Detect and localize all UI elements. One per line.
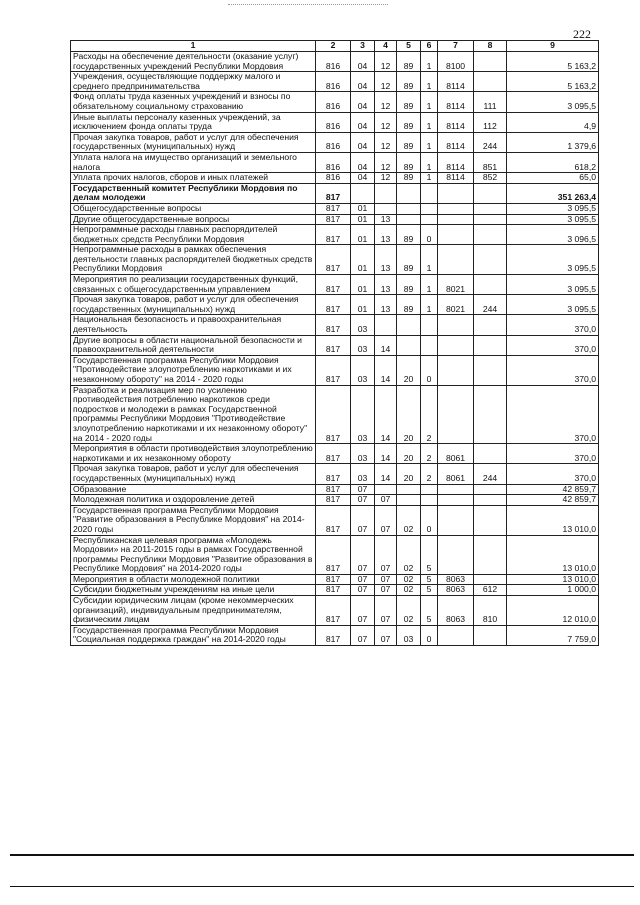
row-code-cell bbox=[397, 335, 421, 355]
row-amount-cell: 370,0 bbox=[507, 335, 599, 355]
row-amount-cell: 3 095,5 bbox=[507, 203, 599, 214]
table-row bbox=[71, 385, 599, 444]
table-row bbox=[71, 574, 599, 585]
row-code-cell: 816 bbox=[316, 152, 351, 172]
col-header: 7 bbox=[438, 41, 474, 52]
row-code-cell: 817 bbox=[316, 585, 351, 596]
row-code-cell bbox=[474, 214, 507, 225]
row-amount-cell: 4,9 bbox=[507, 112, 599, 132]
row-code-cell: 0 bbox=[421, 225, 438, 245]
row-amount-cell: 3 095,5 bbox=[507, 295, 599, 315]
row-code-cell: 817 bbox=[316, 596, 351, 626]
row-name-cell: Учреждения, осуществляющие поддержку малого и среднего предпринимательства bbox=[71, 72, 316, 92]
row-code-cell: 817 bbox=[316, 203, 351, 214]
row-name-cell: Прочая закупка товаров, работ и услуг для обеспечения государственных (муниципальных) нужд bbox=[71, 295, 316, 315]
table-row bbox=[71, 225, 599, 245]
row-code-cell: 07 bbox=[351, 596, 375, 626]
row-amount-cell: 351 263,4 bbox=[507, 183, 599, 203]
row-code-cell: 02 bbox=[397, 596, 421, 626]
row-code-cell: 851 bbox=[474, 152, 507, 172]
row-code-cell: 0 bbox=[421, 505, 438, 535]
row-code-cell: 07 bbox=[375, 574, 397, 585]
row-code-cell: 1 bbox=[421, 132, 438, 152]
row-code-cell bbox=[474, 625, 507, 645]
row-code-cell: 89 bbox=[397, 92, 421, 112]
row-code-cell: 817 bbox=[316, 385, 351, 444]
row-code-cell bbox=[438, 245, 474, 275]
row-code-cell bbox=[397, 495, 421, 506]
row-code-cell: 04 bbox=[351, 132, 375, 152]
row-name-cell: Непрограммные расходы главных распорядителей бюджетных средств Республики Мордовия bbox=[71, 225, 316, 245]
col-header: 5 bbox=[397, 41, 421, 52]
row-code-cell: 817 bbox=[316, 245, 351, 275]
row-amount-cell: 370,0 bbox=[507, 355, 599, 385]
row-code-cell: 816 bbox=[316, 52, 351, 72]
row-code-cell: 817 bbox=[316, 315, 351, 335]
row-code-cell bbox=[397, 484, 421, 495]
row-amount-cell: 13 010,0 bbox=[507, 505, 599, 535]
row-code-cell: 817 bbox=[316, 464, 351, 484]
row-code-cell: 8021 bbox=[438, 295, 474, 315]
row-code-cell: 07 bbox=[351, 484, 375, 495]
row-code-cell: 0 bbox=[421, 625, 438, 645]
row-code-cell bbox=[474, 535, 507, 574]
row-code-cell: 817 bbox=[316, 574, 351, 585]
row-code-cell bbox=[438, 484, 474, 495]
table-row bbox=[71, 444, 599, 464]
row-code-cell: 244 bbox=[474, 132, 507, 152]
row-name-cell: Мероприятия в области противодействия злоупотреблению наркотиками и их незаконному обороту bbox=[71, 444, 316, 464]
table-row bbox=[71, 625, 599, 645]
row-amount-cell: 3 095,5 bbox=[507, 92, 599, 112]
row-name-cell: Уплата налога на имущество организаций и земельного налога bbox=[71, 152, 316, 172]
row-code-cell: 8063 bbox=[438, 596, 474, 626]
row-code-cell bbox=[438, 225, 474, 245]
header-row bbox=[71, 41, 599, 52]
row-amount-cell: 42 859,7 bbox=[507, 495, 599, 506]
table-row bbox=[71, 295, 599, 315]
row-code-cell bbox=[438, 355, 474, 385]
row-code-cell: 1 bbox=[421, 92, 438, 112]
table-row bbox=[71, 535, 599, 574]
table-row bbox=[71, 505, 599, 535]
row-code-cell: 89 bbox=[397, 112, 421, 132]
table-row bbox=[71, 52, 599, 72]
row-amount-cell: 5 163,2 bbox=[507, 52, 599, 72]
col-header: 1 bbox=[71, 41, 316, 52]
row-code-cell: 14 bbox=[375, 335, 397, 355]
row-code-cell: 14 bbox=[375, 444, 397, 464]
row-name-cell: Молодежная политика и оздоровление детей bbox=[71, 495, 316, 506]
col-header: 6 bbox=[421, 41, 438, 52]
row-amount-cell: 618,2 bbox=[507, 152, 599, 172]
row-code-cell: 817 bbox=[316, 495, 351, 506]
table-row bbox=[71, 275, 599, 295]
scan-artifact-dots bbox=[228, 4, 388, 5]
row-code-cell: 8061 bbox=[438, 444, 474, 464]
table-row bbox=[71, 152, 599, 172]
row-code-cell: 12 bbox=[375, 52, 397, 72]
row-code-cell: 02 bbox=[397, 505, 421, 535]
table-row bbox=[71, 355, 599, 385]
row-code-cell: 07 bbox=[375, 535, 397, 574]
row-code-cell: 02 bbox=[397, 585, 421, 596]
row-code-cell: 89 bbox=[397, 295, 421, 315]
row-code-cell bbox=[474, 183, 507, 203]
table-row bbox=[71, 214, 599, 225]
table-row bbox=[71, 495, 599, 506]
row-code-cell bbox=[438, 535, 474, 574]
row-code-cell: 03 bbox=[351, 355, 375, 385]
row-amount-cell: 370,0 bbox=[507, 464, 599, 484]
table-row bbox=[71, 112, 599, 132]
row-name-cell: Государственный комитет Республики Мордовия по делам молодежи bbox=[71, 183, 316, 203]
row-code-cell: 12 bbox=[375, 152, 397, 172]
row-code-cell bbox=[474, 245, 507, 275]
budget-table bbox=[70, 40, 599, 646]
row-code-cell: 07 bbox=[375, 505, 397, 535]
row-code-cell: 8100 bbox=[438, 52, 474, 72]
row-code-cell: 04 bbox=[351, 112, 375, 132]
row-code-cell: 2 bbox=[421, 385, 438, 444]
row-code-cell bbox=[474, 335, 507, 355]
row-code-cell bbox=[474, 495, 507, 506]
row-code-cell: 89 bbox=[397, 132, 421, 152]
row-code-cell bbox=[421, 315, 438, 335]
row-code-cell: 01 bbox=[351, 203, 375, 214]
row-code-cell bbox=[474, 203, 507, 214]
row-code-cell bbox=[438, 203, 474, 214]
row-amount-cell: 65,0 bbox=[507, 173, 599, 184]
row-amount-cell: 370,0 bbox=[507, 444, 599, 464]
row-code-cell bbox=[421, 214, 438, 225]
row-code-cell: 07 bbox=[375, 495, 397, 506]
row-code-cell: 89 bbox=[397, 245, 421, 275]
row-code-cell bbox=[438, 183, 474, 203]
row-code-cell: 12 bbox=[375, 112, 397, 132]
row-amount-cell: 12 010,0 bbox=[507, 596, 599, 626]
row-code-cell bbox=[397, 315, 421, 335]
row-code-cell: 1 bbox=[421, 295, 438, 315]
row-code-cell: 244 bbox=[474, 295, 507, 315]
row-code-cell: 12 bbox=[375, 132, 397, 152]
row-code-cell: 12 bbox=[375, 92, 397, 112]
row-code-cell bbox=[474, 72, 507, 92]
row-code-cell: 2 bbox=[421, 444, 438, 464]
row-code-cell: 14 bbox=[375, 464, 397, 484]
row-code-cell bbox=[438, 495, 474, 506]
row-code-cell: 817 bbox=[316, 214, 351, 225]
row-code-cell: 817 bbox=[316, 295, 351, 315]
row-code-cell bbox=[375, 315, 397, 335]
row-code-cell: 04 bbox=[351, 72, 375, 92]
row-amount-cell: 13 010,0 bbox=[507, 574, 599, 585]
row-name-cell: Прочая закупка товаров, работ и услуг для обеспечения государственных (муниципальных) нужд bbox=[71, 464, 316, 484]
row-code-cell: 03 bbox=[351, 464, 375, 484]
row-code-cell: 89 bbox=[397, 72, 421, 92]
table-row bbox=[71, 203, 599, 214]
row-code-cell: 0 bbox=[421, 355, 438, 385]
row-code-cell: 01 bbox=[351, 225, 375, 245]
row-code-cell: 13 bbox=[375, 245, 397, 275]
row-code-cell: 1 bbox=[421, 112, 438, 132]
row-name-cell: Разработка и реализация мер по усилению противодействия потреблению наркотиков среди подростков и молодежи в рамках Государственной программы Республики Мордовия "Противодействие злоупотреблению наркотиками и их незаконному обороту" на 2014 - 2020 годы bbox=[71, 385, 316, 444]
row-code-cell: 1 bbox=[421, 152, 438, 172]
row-code-cell: 07 bbox=[351, 585, 375, 596]
row-name-cell: Мероприятия в области молодежной политики bbox=[71, 574, 316, 585]
row-code-cell: 20 bbox=[397, 464, 421, 484]
row-code-cell: 816 bbox=[316, 173, 351, 184]
col-header: 2 bbox=[316, 41, 351, 52]
row-code-cell: 03 bbox=[397, 625, 421, 645]
table-row bbox=[71, 183, 599, 203]
row-code-cell: 14 bbox=[375, 355, 397, 385]
row-code-cell: 5 bbox=[421, 585, 438, 596]
row-code-cell bbox=[474, 444, 507, 464]
row-amount-cell: 1 000,0 bbox=[507, 585, 599, 596]
row-amount-cell: 3 095,5 bbox=[507, 245, 599, 275]
table-row bbox=[71, 245, 599, 275]
table-row bbox=[71, 315, 599, 335]
row-code-cell: 8063 bbox=[438, 585, 474, 596]
table-row bbox=[71, 173, 599, 184]
row-code-cell: 1 bbox=[421, 245, 438, 275]
row-code-cell bbox=[421, 335, 438, 355]
row-code-cell: 816 bbox=[316, 72, 351, 92]
row-code-cell: 8114 bbox=[438, 152, 474, 172]
row-name-cell: Национальная безопасность и правоохранительная деятельность bbox=[71, 315, 316, 335]
row-code-cell bbox=[474, 385, 507, 444]
row-code-cell: 89 bbox=[397, 173, 421, 184]
row-code-cell: 817 bbox=[316, 484, 351, 495]
row-code-cell: 852 bbox=[474, 173, 507, 184]
row-code-cell: 1 bbox=[421, 52, 438, 72]
row-name-cell: Мероприятия по реализации государственных функций, связанных с общегосударственным управлением bbox=[71, 275, 316, 295]
row-code-cell: 1 bbox=[421, 72, 438, 92]
row-code-cell: 5 bbox=[421, 596, 438, 626]
row-name-cell: Республиканская целевая программа «Молодежь Мордовии» на 2011-2015 годы в рамках Государственной программы Республики Мордовия "Развитие образования в Республике Мордовия" на 2014-2020 годы bbox=[71, 535, 316, 574]
row-code-cell: 13 bbox=[375, 214, 397, 225]
col-header: 4 bbox=[375, 41, 397, 52]
row-code-cell bbox=[421, 484, 438, 495]
row-code-cell: 12 bbox=[375, 72, 397, 92]
row-code-cell: 817 bbox=[316, 444, 351, 464]
row-code-cell bbox=[438, 625, 474, 645]
row-code-cell: 5 bbox=[421, 535, 438, 574]
row-code-cell: 8114 bbox=[438, 112, 474, 132]
row-code-cell: 817 bbox=[316, 625, 351, 645]
row-code-cell: 112 bbox=[474, 112, 507, 132]
row-code-cell: 817 bbox=[316, 505, 351, 535]
row-code-cell: 13 bbox=[375, 225, 397, 245]
table-row bbox=[71, 132, 599, 152]
row-code-cell bbox=[375, 183, 397, 203]
row-amount-cell: 3 096,5 bbox=[507, 225, 599, 245]
row-amount-cell: 7 759,0 bbox=[507, 625, 599, 645]
bottom-rule-2 bbox=[10, 886, 634, 887]
row-code-cell: 2 bbox=[421, 464, 438, 484]
row-code-cell: 02 bbox=[397, 535, 421, 574]
row-amount-cell: 1 379,6 bbox=[507, 132, 599, 152]
row-code-cell: 817 bbox=[316, 335, 351, 355]
row-code-cell: 5 bbox=[421, 574, 438, 585]
row-code-cell: 8021 bbox=[438, 275, 474, 295]
row-name-cell: Государственная программа Республики Мордовия "Социальная поддержка граждан" на 2014-2020 годы bbox=[71, 625, 316, 645]
row-code-cell: 817 bbox=[316, 535, 351, 574]
row-code-cell bbox=[474, 275, 507, 295]
row-code-cell: 111 bbox=[474, 92, 507, 112]
row-code-cell: 816 bbox=[316, 132, 351, 152]
row-code-cell: 817 bbox=[316, 275, 351, 295]
row-code-cell: 01 bbox=[351, 275, 375, 295]
row-code-cell: 07 bbox=[351, 495, 375, 506]
row-code-cell: 03 bbox=[351, 444, 375, 464]
row-code-cell: 817 bbox=[316, 225, 351, 245]
table-row bbox=[71, 585, 599, 596]
row-code-cell bbox=[438, 335, 474, 355]
row-code-cell: 14 bbox=[375, 385, 397, 444]
row-code-cell bbox=[421, 183, 438, 203]
row-code-cell: 816 bbox=[316, 112, 351, 132]
table-row bbox=[71, 464, 599, 484]
row-amount-cell: 370,0 bbox=[507, 315, 599, 335]
row-code-cell: 13 bbox=[375, 295, 397, 315]
row-code-cell: 89 bbox=[397, 275, 421, 295]
row-name-cell: Государственная программа Республики Мордовия "Развитие образования в Республике Мордовия" на 2014-2020 годы bbox=[71, 505, 316, 535]
row-code-cell: 817 bbox=[316, 355, 351, 385]
row-name-cell: Образование bbox=[71, 484, 316, 495]
row-code-cell bbox=[474, 505, 507, 535]
row-code-cell: 8063 bbox=[438, 574, 474, 585]
table-row bbox=[71, 72, 599, 92]
row-code-cell bbox=[438, 385, 474, 444]
row-name-cell: Другие вопросы в области национальной безопасности и правоохранительной деятельности bbox=[71, 335, 316, 355]
row-amount-cell: 13 010,0 bbox=[507, 535, 599, 574]
row-code-cell: 1 bbox=[421, 173, 438, 184]
row-code-cell: 01 bbox=[351, 214, 375, 225]
row-code-cell: 02 bbox=[397, 574, 421, 585]
table-row bbox=[71, 335, 599, 355]
row-name-cell: Общегосударственные вопросы bbox=[71, 203, 316, 214]
row-code-cell: 20 bbox=[397, 385, 421, 444]
row-code-cell bbox=[397, 203, 421, 214]
row-code-cell: 244 bbox=[474, 464, 507, 484]
row-code-cell: 13 bbox=[375, 275, 397, 295]
row-code-cell: 817 bbox=[316, 183, 351, 203]
row-code-cell bbox=[421, 203, 438, 214]
row-code-cell: 612 bbox=[474, 585, 507, 596]
row-amount-cell: 5 163,2 bbox=[507, 72, 599, 92]
row-code-cell bbox=[438, 315, 474, 335]
row-code-cell: 810 bbox=[474, 596, 507, 626]
row-name-cell: Субсидии юридическим лицам (кроме некоммерческих организаций), индивидуальным предпринимателям, физическим лицам bbox=[71, 596, 316, 626]
row-code-cell: 89 bbox=[397, 152, 421, 172]
row-code-cell bbox=[351, 183, 375, 203]
row-code-cell bbox=[438, 505, 474, 535]
row-name-cell: Государственная программа Республики Мордовия "Противодействие злоупотреблению наркотиками и их незаконному обороту" на 2014 - 2020 годы bbox=[71, 355, 316, 385]
bottom-rule bbox=[10, 854, 634, 856]
row-name-cell: Непрограммные расходы в рамках обеспечения деятельности главных распорядителей бюджетных средств Республики Мордовия bbox=[71, 245, 316, 275]
row-code-cell: 04 bbox=[351, 92, 375, 112]
row-code-cell bbox=[474, 574, 507, 585]
row-name-cell: Другие общегосударственные вопросы bbox=[71, 214, 316, 225]
row-code-cell bbox=[474, 355, 507, 385]
row-code-cell bbox=[474, 225, 507, 245]
table-row bbox=[71, 596, 599, 626]
row-code-cell: 89 bbox=[397, 52, 421, 72]
table-body bbox=[71, 52, 599, 646]
row-code-cell: 04 bbox=[351, 173, 375, 184]
row-code-cell: 01 bbox=[351, 295, 375, 315]
row-code-cell: 01 bbox=[351, 245, 375, 275]
row-amount-cell: 3 095,5 bbox=[507, 275, 599, 295]
row-name-cell: Фонд оплаты труда казенных учреждений и взносы по обязательному социальному страхованию bbox=[71, 92, 316, 112]
row-code-cell: 1 bbox=[421, 275, 438, 295]
row-code-cell: 07 bbox=[351, 625, 375, 645]
row-code-cell bbox=[375, 203, 397, 214]
row-amount-cell: 42 859,7 bbox=[507, 484, 599, 495]
row-name-cell: Прочая закупка товаров, работ и услуг для обеспечения государственных (муниципальных) нужд bbox=[71, 132, 316, 152]
row-code-cell: 8061 bbox=[438, 464, 474, 484]
row-name-cell: Расходы на обеспечение деятельности (оказание услуг) государственных учреждений Республики Мордовия bbox=[71, 52, 316, 72]
row-code-cell bbox=[474, 315, 507, 335]
row-code-cell bbox=[474, 52, 507, 72]
row-amount-cell: 3 095,5 bbox=[507, 214, 599, 225]
row-code-cell: 07 bbox=[351, 505, 375, 535]
row-code-cell: 8114 bbox=[438, 72, 474, 92]
row-code-cell: 8114 bbox=[438, 92, 474, 112]
table-row bbox=[71, 484, 599, 495]
col-header: 9 bbox=[507, 41, 599, 52]
row-code-cell bbox=[375, 484, 397, 495]
row-code-cell bbox=[438, 214, 474, 225]
col-header: 8 bbox=[474, 41, 507, 52]
row-name-cell: Субсидии бюджетным учреждениям на иные цели bbox=[71, 585, 316, 596]
row-code-cell: 816 bbox=[316, 92, 351, 112]
row-amount-cell: 370,0 bbox=[507, 385, 599, 444]
row-code-cell: 07 bbox=[351, 574, 375, 585]
row-code-cell: 04 bbox=[351, 52, 375, 72]
row-code-cell: 8114 bbox=[438, 132, 474, 152]
col-header: 3 bbox=[351, 41, 375, 52]
row-code-cell bbox=[397, 183, 421, 203]
row-code-cell: 04 bbox=[351, 152, 375, 172]
row-code-cell: 89 bbox=[397, 225, 421, 245]
row-code-cell: 03 bbox=[351, 385, 375, 444]
row-code-cell: 20 bbox=[397, 444, 421, 464]
row-name-cell: Иные выплаты персоналу казенных учреждений, за исключением фонда оплаты труда bbox=[71, 112, 316, 132]
row-code-cell: 07 bbox=[351, 535, 375, 574]
row-code-cell: 03 bbox=[351, 335, 375, 355]
row-code-cell: 07 bbox=[375, 596, 397, 626]
row-code-cell: 20 bbox=[397, 355, 421, 385]
row-code-cell bbox=[474, 484, 507, 495]
row-code-cell: 03 bbox=[351, 315, 375, 335]
row-name-cell: Уплата прочих налогов, сборов и иных платежей bbox=[71, 173, 316, 184]
row-code-cell bbox=[421, 495, 438, 506]
row-code-cell: 07 bbox=[375, 585, 397, 596]
row-code-cell: 12 bbox=[375, 173, 397, 184]
table-row bbox=[71, 92, 599, 112]
row-code-cell: 07 bbox=[375, 625, 397, 645]
page-number: 222 bbox=[573, 27, 591, 41]
row-code-cell: 8114 bbox=[438, 173, 474, 184]
row-code-cell bbox=[397, 214, 421, 225]
